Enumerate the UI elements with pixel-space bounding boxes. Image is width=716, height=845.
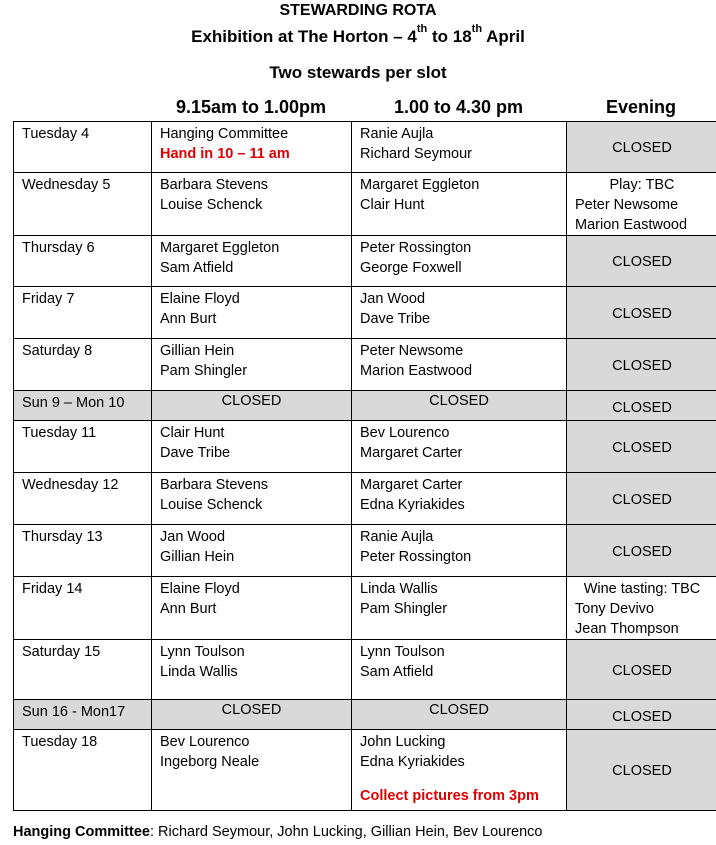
steward-name: Lynn Toulson [360, 644, 445, 660]
column-header-afternoon: 1.00 to 4.30 pm [393, 97, 524, 117]
steward-name: Clair Hunt [360, 197, 425, 213]
rota-table [13, 121, 716, 811]
steward-name: Pam Shingler [160, 363, 248, 379]
morning-closed-cell: CLOSED [152, 391, 352, 421]
evening-event-title: Play: TBC [609, 177, 675, 193]
afternoon-cell [352, 173, 567, 236]
evening-event-cell [567, 577, 716, 640]
table-row [14, 700, 716, 730]
afternoon-cell [352, 236, 567, 287]
steward-name: Sam Atfield [360, 664, 434, 680]
subtitle-post: April [482, 27, 525, 46]
subtitle-sup-2: th [471, 23, 483, 35]
table-row [14, 339, 716, 391]
day-cell: Tuesday 4 [14, 122, 152, 173]
steward-name: Marion Eastwood [575, 217, 688, 233]
evening-event-title: Wine tasting: TBC [583, 581, 701, 597]
evening-event-cell [567, 173, 716, 236]
afternoon-cell [352, 473, 567, 525]
steward-name: Linda Wallis [360, 581, 438, 597]
steward-name: Ann Burt [160, 601, 217, 617]
day-cell: Tuesday 18 [14, 730, 152, 811]
steward-name: Marion Eastwood [360, 363, 473, 379]
collect-pictures-note: Collect pictures from 3pm [360, 788, 539, 804]
steward-name: Louise Schenck [160, 497, 263, 513]
morning-cell [152, 640, 352, 700]
steward-name: Margaret Carter [360, 445, 463, 461]
afternoon-cell [352, 640, 567, 700]
evening-closed-cell: CLOSED [567, 700, 716, 730]
evening-closed-cell: CLOSED [567, 730, 716, 811]
morning-cell [152, 473, 352, 525]
morning-cell [152, 173, 352, 236]
morning-cell [152, 730, 352, 811]
footer-label: Hanging Committee [13, 824, 150, 840]
steward-name: Margaret Eggleton [160, 240, 280, 256]
steward-name: Bev Lourenco [160, 734, 250, 750]
steward-name: Elaine Floyd [160, 291, 240, 307]
steward-name: Edna Kyriakides [360, 497, 465, 513]
subtitle-mid: to 18 [427, 27, 472, 46]
evening-closed-cell: CLOSED [567, 525, 716, 577]
table-row [14, 236, 716, 287]
afternoon-closed-cell: CLOSED [352, 391, 567, 421]
steward-name: Ann Burt [160, 311, 217, 327]
morning-cell [152, 287, 352, 339]
afternoon-closed-cell: CLOSED [352, 700, 567, 730]
stewards-note: Two stewards per slot [269, 63, 447, 82]
steward-name: Hanging Committee [160, 126, 289, 142]
steward-name: Gillian Hein [160, 549, 235, 565]
table-row [14, 473, 716, 525]
steward-name: Gillian Hein [160, 343, 235, 359]
steward-name: George Foxwell [360, 260, 462, 276]
subtitle-pre: Exhibition at The Horton – 4 [191, 27, 417, 46]
table-row [14, 421, 716, 473]
afternoon-cell [352, 339, 567, 391]
steward-name: Pam Shingler [360, 601, 448, 617]
steward-name: John Lucking [360, 734, 446, 750]
steward-name: Peter Newsome [360, 343, 464, 359]
evening-closed-cell: CLOSED [567, 391, 716, 421]
steward-name: Linda Wallis [160, 664, 238, 680]
steward-name: Margaret Carter [360, 477, 463, 493]
steward-name: Bev Lourenco [360, 425, 450, 441]
column-header-morning: 9.15am to 1.00pm [175, 97, 327, 117]
afternoon-cell [352, 730, 567, 811]
morning-cell [152, 577, 352, 640]
day-cell: Saturday 8 [14, 339, 152, 391]
day-cell: Friday 7 [14, 287, 152, 339]
steward-name: Richard Seymour [360, 146, 473, 162]
steward-name: Peter Rossington [360, 549, 472, 565]
evening-closed-cell: CLOSED [567, 287, 716, 339]
page-title: STEWARDING ROTA [279, 2, 437, 19]
afternoon-cell [352, 287, 567, 339]
hanging-committee-footer [13, 824, 542, 840]
hand-in-note: Hand in 10 – 11 am [160, 146, 290, 162]
steward-name: Dave Tribe [360, 311, 431, 327]
table-row [14, 640, 716, 700]
exhibition-subtitle [0, 23, 716, 47]
day-cell: Saturday 15 [14, 640, 152, 700]
morning-cell [152, 236, 352, 287]
afternoon-cell [352, 122, 567, 173]
day-cell: Wednesday 5 [14, 173, 152, 236]
table-row [14, 391, 716, 421]
steward-name: Jean Thompson [575, 621, 679, 637]
morning-cell [152, 339, 352, 391]
steward-name: Ingeborg Neale [160, 754, 260, 770]
afternoon-cell [352, 421, 567, 473]
steward-name: Lynn Toulson [160, 644, 245, 660]
steward-name: Tony Devivo [575, 601, 654, 617]
steward-name: Ranie Aujla [360, 126, 434, 142]
afternoon-cell [352, 577, 567, 640]
day-cell: Wednesday 12 [14, 473, 152, 525]
evening-closed-cell: CLOSED [567, 122, 716, 173]
steward-name: Dave Tribe [160, 445, 231, 461]
morning-closed-cell: CLOSED [152, 700, 352, 730]
evening-closed-cell: CLOSED [567, 473, 716, 525]
morning-cell [152, 525, 352, 577]
day-cell: Sun 9 – Mon 10 [14, 391, 152, 421]
day-cell: Tuesday 11 [14, 421, 152, 473]
steward-name: Elaine Floyd [160, 581, 240, 597]
table-row [14, 122, 716, 173]
morning-cell [152, 421, 352, 473]
steward-name: Ranie Aujla [360, 529, 434, 545]
day-cell: Thursday 13 [14, 525, 152, 577]
table-row [14, 287, 716, 339]
footer-members: : Richard Seymour, John Lucking, Gillian Hein, Bev Lourenco [149, 824, 543, 840]
steward-name: Peter Newsome [575, 197, 679, 213]
day-cell: Friday 14 [14, 577, 152, 640]
afternoon-cell [352, 525, 567, 577]
table-row [14, 173, 716, 236]
steward-name: Peter Rossington [360, 240, 472, 256]
table-row [14, 730, 716, 811]
table-row [14, 577, 716, 640]
day-cell: Thursday 6 [14, 236, 152, 287]
day-cell: Sun 16 - Mon17 [14, 700, 152, 730]
evening-closed-cell: CLOSED [567, 236, 716, 287]
steward-name: Jan Wood [360, 291, 426, 307]
steward-name: Jan Wood [160, 529, 226, 545]
evening-closed-cell: CLOSED [567, 640, 716, 700]
steward-name: Sam Atfield [160, 260, 234, 276]
steward-name: Clair Hunt [160, 425, 225, 441]
table-row [14, 525, 716, 577]
morning-cell [152, 122, 352, 173]
evening-closed-cell: CLOSED [567, 339, 716, 391]
steward-name: Margaret Eggleton [360, 177, 480, 193]
steward-name: Barbara Stevens [160, 177, 269, 193]
column-header-evening: Evening [605, 97, 676, 117]
steward-name: Edna Kyriakides [360, 754, 465, 770]
evening-closed-cell: CLOSED [567, 421, 716, 473]
steward-name: Barbara Stevens [160, 477, 269, 493]
subtitle-sup-1: th [416, 23, 428, 35]
steward-name: Louise Schenck [160, 197, 263, 213]
